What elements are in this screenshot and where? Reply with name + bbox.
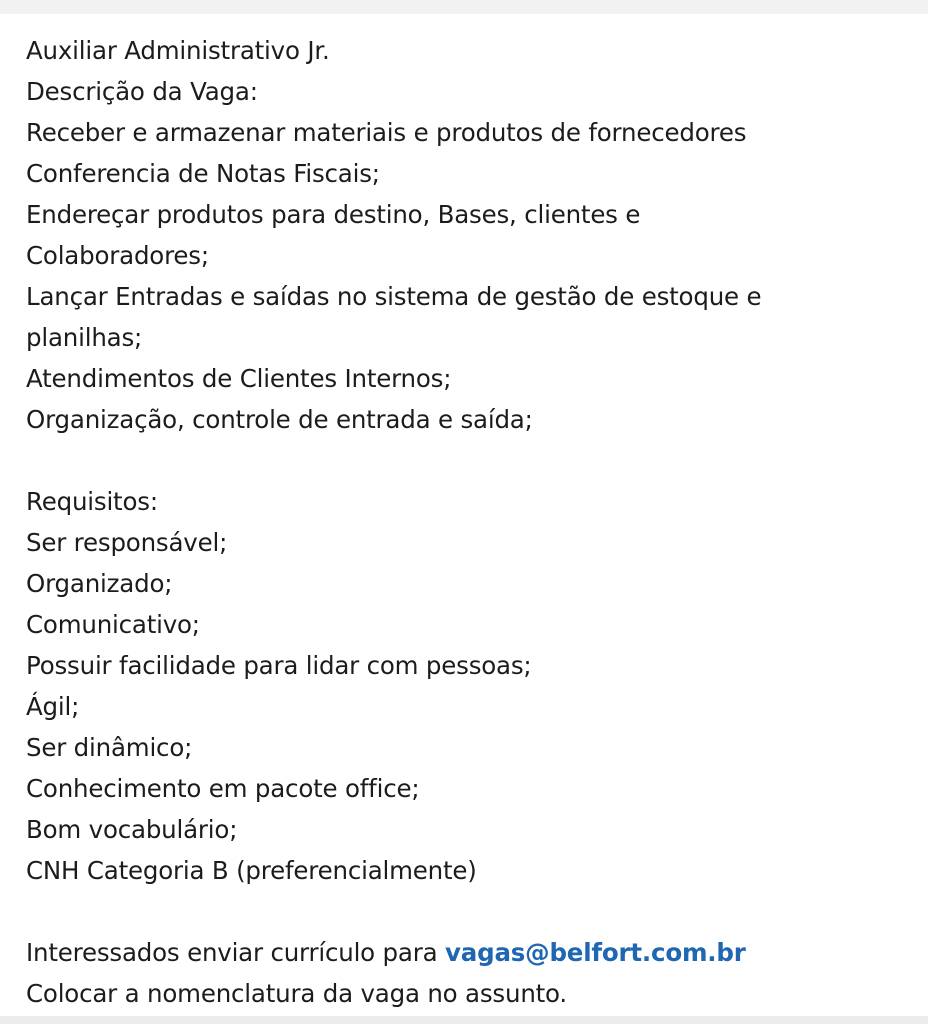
contact-prefix: Interessados enviar currículo para xyxy=(26,938,445,967)
requirement-line: Ser responsável; xyxy=(26,528,228,557)
requirement-line: Possuir facilidade para lidar com pessoas; xyxy=(26,651,532,680)
requirement-line: CNH Categoria B (preferencialmente) xyxy=(26,856,477,885)
requirement-line: Organizado; xyxy=(26,569,173,598)
contact-email-link[interactable]: vagas@belfort.com.br xyxy=(445,938,746,967)
message-card xyxy=(0,14,928,1016)
description-line: Endereçar produtos para destino, Bases, clientes e xyxy=(26,200,641,229)
blank-line xyxy=(26,440,928,481)
contact-line xyxy=(26,932,928,973)
description-line: Atendimentos de Clientes Internos; xyxy=(26,364,452,393)
contact-note: Colocar a nomenclatura da vaga no assunto. xyxy=(26,979,567,1008)
requirement-line: Ser dinâmico; xyxy=(26,733,193,762)
requirements-heading: Requisitos: xyxy=(26,487,158,516)
requirement-line: Bom vocabulário; xyxy=(26,815,238,844)
description-line: Receber e armazenar materiais e produtos de fornecedores xyxy=(26,118,747,147)
description-line: planilhas; xyxy=(26,323,143,352)
bottom-strip xyxy=(0,1016,928,1024)
description-line: Lançar Entradas e saídas no sistema de gestão de estoque e xyxy=(26,282,762,311)
description-line: Organização, controle de entrada e saída; xyxy=(26,405,533,434)
blank-line xyxy=(26,891,928,932)
requirement-line: Ágil; xyxy=(26,692,80,721)
description-line: Conferencia de Notas Fiscais; xyxy=(26,159,380,188)
requirement-line: Comunicativo; xyxy=(26,610,200,639)
top-strip xyxy=(0,0,928,14)
description-heading: Descrição da Vaga: xyxy=(26,77,258,106)
requirement-line: Conhecimento em pacote office; xyxy=(26,774,420,803)
job-title: Auxiliar Administrativo Jr. xyxy=(26,36,330,65)
description-line: Colaboradores; xyxy=(26,241,209,270)
